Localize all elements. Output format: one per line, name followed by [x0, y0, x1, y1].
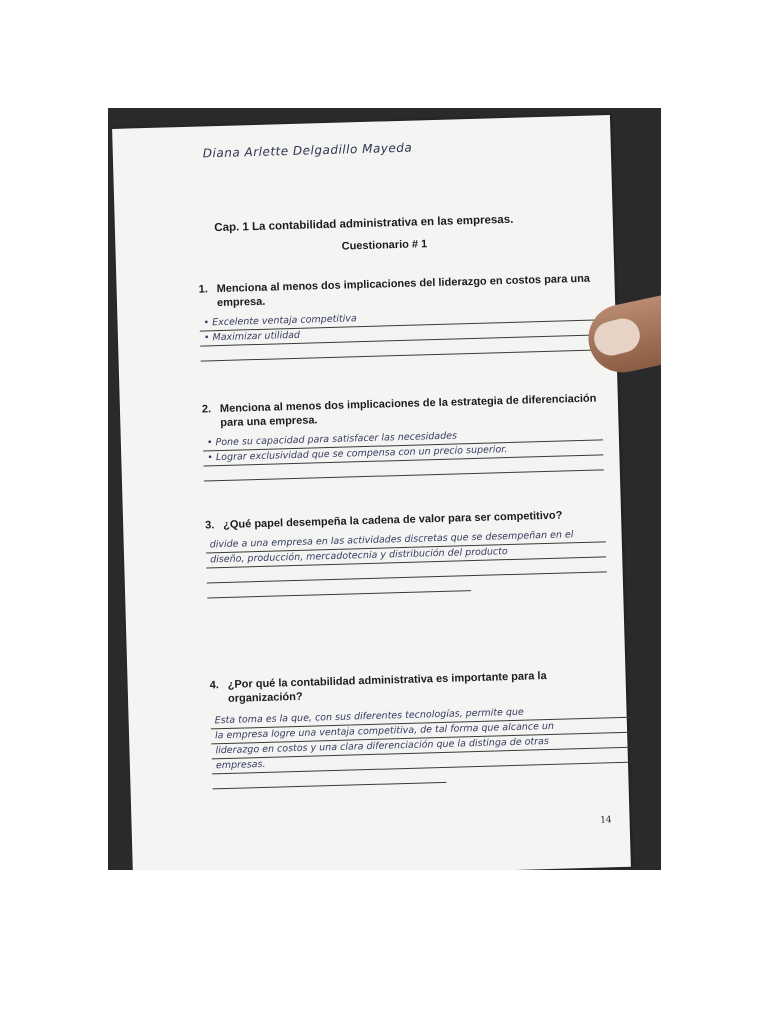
- question-2: [202, 391, 599, 430]
- answer-line: • Excelente ventaja competitiva: [199, 305, 599, 331]
- question-text-cont: para una empresa.: [220, 414, 318, 430]
- question-text: Menciona al menos dos implicaciones de la estrategia de diferenciación: [219, 392, 597, 416]
- chapter-title: Cap. 1 La contabilidad administrativa en las empresas.: [214, 213, 514, 235]
- question-text: ¿Por qué la contabilidad administrativa es importante para la: [227, 670, 547, 691]
- question-1: [198, 272, 595, 311]
- answer-line: la empresa logre una ventaja competitiva, de tal forma que alcance un: [211, 718, 631, 745]
- answer-1: [199, 305, 600, 361]
- answer-2: [203, 425, 604, 481]
- answer-line: Esta toma es la que, con sus diferentes tecnologías, permite que: [210, 703, 630, 730]
- question-number: 2.: [201, 403, 212, 416]
- answer-line: diseño, producción, mercadotecnia y distribución del producto: [206, 542, 606, 568]
- answer-line: • Maximizar utilidad: [200, 320, 600, 346]
- question-number: 4.: [209, 679, 220, 692]
- student-name-handwritten: Diana Arlette Delgadillo Mayeda: [202, 140, 413, 161]
- question-text-cont: organización?: [227, 690, 303, 705]
- answer-4: [210, 703, 632, 790]
- question-text: Menciona al menos dos implicaciones del liderazgo en costos para una: [216, 272, 591, 296]
- worksheet-page: [112, 115, 631, 870]
- document-photo: [108, 108, 661, 870]
- page-number: 14: [600, 815, 612, 826]
- question-number: 1.: [198, 283, 208, 296]
- question-text-cont: empresa.: [216, 295, 266, 310]
- answer-line: • Lograr exclusividad que se compensa con un precio superior.: [203, 440, 603, 466]
- answer-line: empresas.: [212, 748, 632, 775]
- question-text: ¿Qué papel desempeña la cadena de valor para ser competitivo?: [223, 509, 563, 532]
- answer-line: • Pone su capacidad para satisfacer las necesidades: [203, 425, 603, 451]
- question-number: 3.: [205, 519, 215, 532]
- answer-3: [206, 527, 608, 598]
- answer-line: liderazgo en costos y una clara diferenciación que la distinga de otras: [211, 733, 631, 760]
- question-4: [209, 667, 606, 706]
- answer-line: divide a una empresa en las actividades discretas que se desempeñan en el: [206, 527, 606, 553]
- questionnaire-subtitle: Cuestionario # 1: [341, 238, 428, 253]
